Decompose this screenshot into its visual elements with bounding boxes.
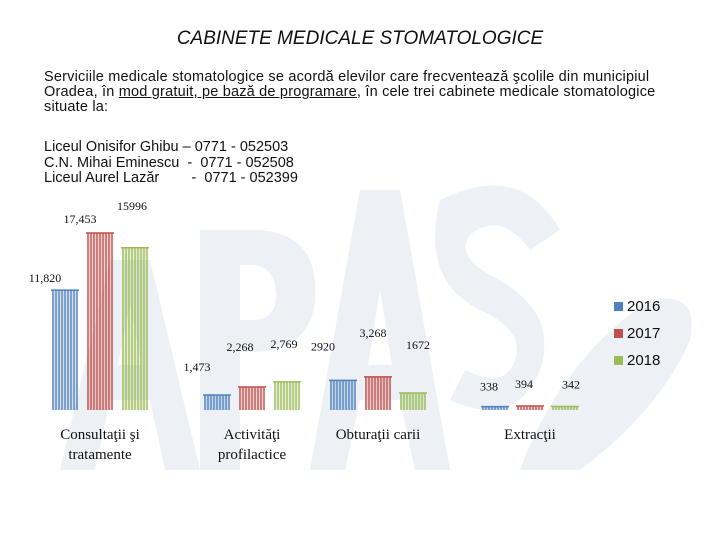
intro-text-underlined: mod gratuit, pe bază de programare bbox=[118, 84, 357, 100]
category-label: Obturaţii carii bbox=[335, 427, 421, 443]
data-label: 15996 bbox=[117, 198, 147, 213]
data-label: 394 bbox=[515, 377, 533, 392]
category-label: profilactice bbox=[217, 447, 287, 463]
data-label: 342 bbox=[562, 377, 580, 392]
category-label: Extracţii bbox=[504, 427, 556, 443]
category-label: Consultaţii şi bbox=[60, 427, 140, 443]
data-label: 3,268 bbox=[359, 325, 387, 340]
data-label: 2,769 bbox=[270, 336, 298, 351]
contact-item: Liceul Onisifor Ghibu – 0771 - 052503 bbox=[44, 139, 289, 155]
legend-label: 2016 bbox=[627, 298, 661, 315]
legend-label: 2017 bbox=[627, 325, 661, 342]
bar bbox=[364, 377, 392, 410]
legend-swatch bbox=[614, 356, 623, 365]
bar bbox=[86, 233, 114, 410]
bar bbox=[273, 382, 301, 410]
bar bbox=[51, 290, 79, 410]
category-label: Activităţi bbox=[223, 427, 281, 443]
data-label: 2,268 bbox=[226, 339, 254, 354]
data-label: 1,473 bbox=[183, 360, 211, 375]
legend-label: 2018 bbox=[627, 352, 661, 369]
bar bbox=[399, 393, 427, 410]
category-label: tratamente bbox=[68, 447, 132, 463]
bar bbox=[329, 380, 357, 410]
legend-swatch bbox=[614, 329, 623, 338]
data-label: 338 bbox=[480, 379, 498, 394]
bar bbox=[203, 395, 231, 410]
bar bbox=[551, 407, 579, 410]
bar bbox=[121, 248, 149, 410]
page-title: CABINETE MEDICALE STOMATOLOGICE bbox=[176, 28, 544, 49]
data-label: 1672 bbox=[406, 338, 430, 353]
data-label: 17,453 bbox=[63, 212, 97, 226]
data-label: 11,820 bbox=[28, 271, 62, 286]
legend-swatch bbox=[614, 302, 623, 311]
bar bbox=[516, 406, 544, 410]
intro-text-part1: Serviciile medicale stomatologice se acordă elevilor care frecventează şcolile din municipiul Oradea, în bbox=[44, 69, 650, 100]
contact-item: C.N. Mihai Eminescu - 0771 - 052508 bbox=[44, 154, 294, 171]
contact-item: Liceul Aurel Lazăr - 0771 - 052399 bbox=[44, 170, 298, 186]
intro-text-part2: , în cele trei cabinete medicale stomatologice situate la: bbox=[44, 84, 656, 115]
bar bbox=[238, 387, 266, 410]
data-label: 2920 bbox=[311, 339, 335, 354]
bar bbox=[481, 407, 509, 410]
